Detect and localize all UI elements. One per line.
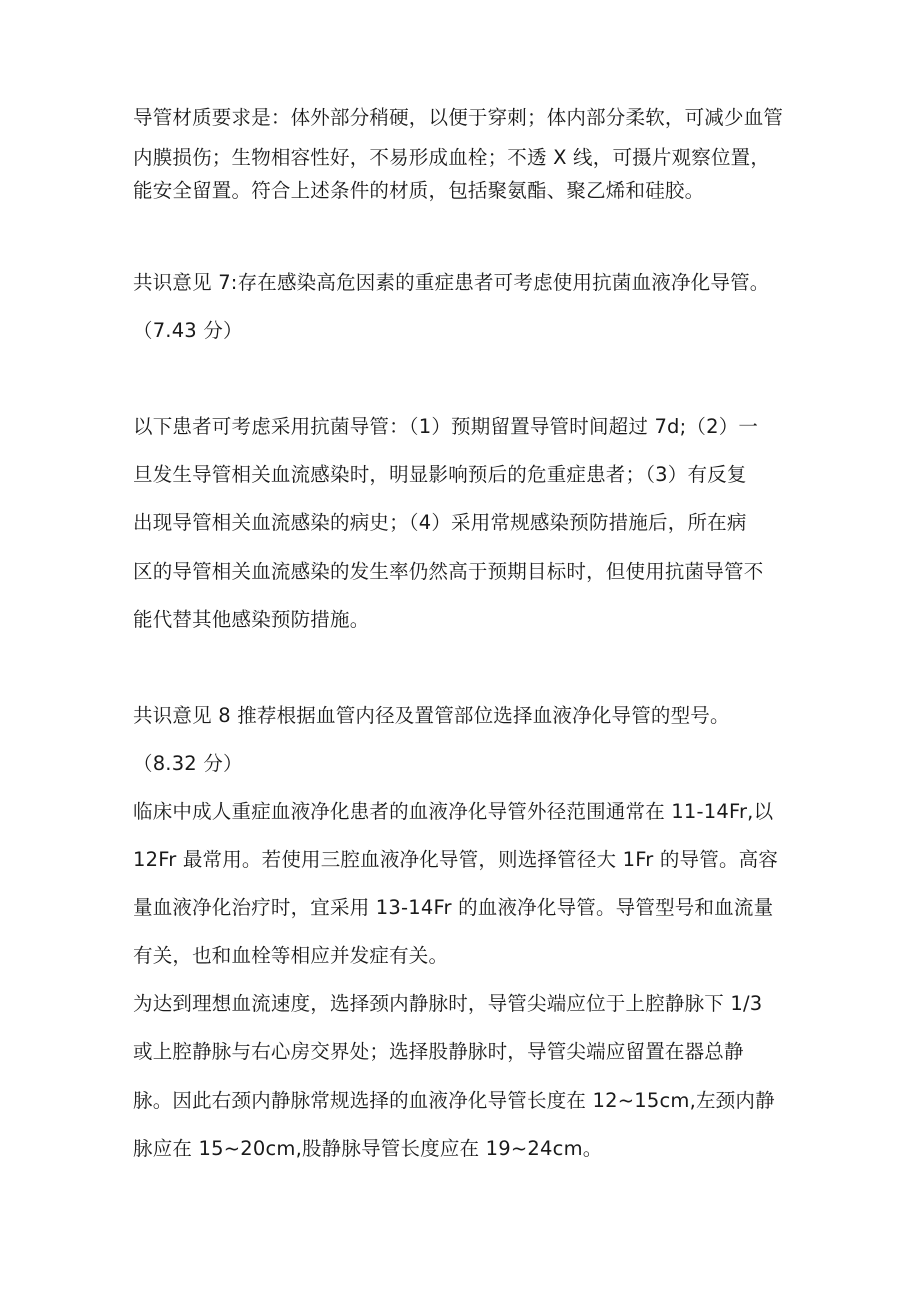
text-line: 有关，也和血栓等相应并发症有关。 <box>133 944 449 967</box>
text-line: 量血液净化治疗时，宜采用 13-14Fr 的血液净化导管。导管型号和血流量 <box>133 896 774 919</box>
text-line: 以下患者可考虑采用抗菌导管：（1）预期留置导管时间超过 7d;（2）一 <box>133 415 759 438</box>
text-line: 共识意见 7:存在感染高危因素的重症患者可考虑使用抗菌血液净化导管。 <box>133 271 770 294</box>
text-line: 12Fr 最常用。若使用三腔血液净化导管，则选择管径大 1Fr 的导管。高容 <box>133 848 779 871</box>
text-line: 内膜损伤；生物相容性好，不易形成血栓；不透 X 线，可摄片观察位置， <box>133 146 771 169</box>
text-line: 为达到理想血流速度，选择颈内静脉时，导管尖端应位于上腔静脉下 1/3 <box>133 992 763 1015</box>
text-line: 共识意见 8 推荐根据血管内径及置管部位选择血液净化导管的型号。 <box>133 704 730 727</box>
text-line: 脉。因此右颈内静脉常规选择的血液净化导管长度在 12~15cm,左颈内静 <box>133 1089 775 1112</box>
text-line: 临床中成人重症血液净化患者的血液净化导管外径范围通常在 11-14Fr,以 <box>133 800 774 823</box>
text-line: （7.43 分） <box>133 319 243 342</box>
text-line: 或上腔静脉与右心房交界处；选择股静脉时，导管尖端应留置在器总静 <box>133 1040 744 1063</box>
text-line: 能代替其他感染预防措施。 <box>133 608 370 631</box>
text-line: 旦发生导管相关血流感染时，明显影响预后的危重症患者；（3）有反复 <box>133 463 747 486</box>
text-line: 脉应在 15~20cm,股静脉导管长度应在 19~24cm。 <box>133 1137 603 1160</box>
text-line: 导管材质要求是：体外部分稍硬，以便于穿刺；体内部分柔软，可减少血管 <box>133 106 784 129</box>
text-line: 区的导管相关血流感染的发生率仍然高于预期目标时，但使用抗菌导管不 <box>133 560 764 583</box>
text-line: 出现导管相关血流感染的病史；（4）采用常规感染预防措施后，所在病 <box>133 511 747 534</box>
text-line: 能安全留置。符合上述条件的材质，包括聚氨酯、聚乙烯和硅胶。 <box>133 179 705 202</box>
text-line: （8.32 分） <box>133 752 243 775</box>
